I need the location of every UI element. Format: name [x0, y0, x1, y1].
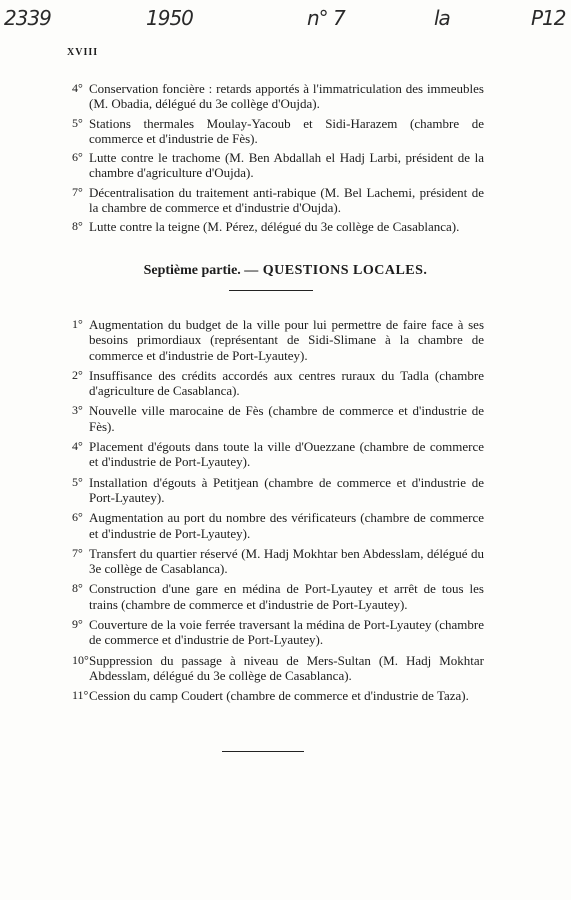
annotation-page: P12 — [531, 6, 566, 30]
item-number: 9° — [72, 617, 83, 632]
list-item — [72, 116, 484, 147]
annotation-mark: la — [434, 6, 450, 30]
item-number: 6° — [72, 510, 83, 525]
list-item — [72, 368, 484, 399]
item-number: 11° — [72, 688, 89, 703]
list-item — [72, 317, 484, 363]
item-text: Transfert du quartier réservé (M. Hadj Mokhtar ben Abdesslam, délégué du 3e collège de Casablanca). — [89, 545, 484, 577]
agenda-list-continued — [72, 81, 484, 239]
list-item — [72, 150, 484, 181]
item-text: Cession du camp Coudert (chambre de commerce et d'industrie de Taza). — [89, 688, 469, 704]
end-divider — [222, 751, 304, 752]
list-item — [72, 185, 484, 216]
annotation-issue: n° 7 — [307, 6, 345, 30]
annotation-year: 1950 — [146, 6, 193, 30]
page-number: XVIII — [67, 47, 99, 58]
item-number: 8° — [72, 581, 83, 596]
item-text: Augmentation du budget de la ville pour lui permettre de faire face à ses besoins primordiaux (représentant de Sidi-Slimane à la chambre de commerce et d'industrie de Port-Lyautey). — [89, 317, 484, 363]
item-text: Nouvelle ville marocaine de Fès (chambre de commerce et d'industrie de Fès). — [89, 403, 484, 434]
item-text: Suppression du passage à niveau de Mers-Sultan (M. Hadj Mokhtar Abdesslam, délégué du 3e collège de Casablanca). — [89, 652, 484, 683]
section-part: Septième partie. — [143, 263, 241, 278]
item-text: Placement d'égouts dans toute la ville d'Ouezzane (chambre de commerce et d'industrie de Port-Lyautey). — [89, 439, 484, 470]
item-text: Augmentation au port du nombre des vérificateurs (chambre de commerce et d'industrie de Port-Lyautey). — [89, 510, 484, 541]
list-item — [72, 81, 484, 112]
item-number: 3° — [72, 403, 83, 418]
list-item — [72, 546, 484, 577]
section-title: — QUESTIONS LOCALES. — [244, 263, 428, 278]
item-text: Conservation foncière : retards apportés à l'immatriculation des immeubles (M. Obadia, délégué du 3e collège d'Oujda). — [89, 81, 484, 112]
item-text: Stations thermales Moulay-Yacoub et Sidi-Harazem (chambre de commerce et d'industrie de Fès). — [89, 115, 484, 146]
item-number: 4° — [72, 81, 83, 95]
item-text: Construction d'une gare en médina de Port-Lyautey et arrêt de tous les trains (chambre de commerce et d'industrie de Port-Lyautey). — [89, 581, 484, 612]
item-text: Couverture de la voie ferrée traversant la médina de Port-Lyautey (chambre de commerce et d'industrie de Port-Lyautey). — [89, 617, 484, 648]
item-number: 4° — [72, 439, 83, 454]
item-number: 2° — [72, 367, 83, 382]
list-item — [72, 617, 484, 648]
list-item — [72, 475, 484, 506]
item-text: Insuffisance des crédits accordés aux centres ruraux du Tadla (chambre d'agriculture de Casablanca). — [89, 367, 484, 399]
list-item — [72, 688, 484, 703]
item-number: 7° — [72, 184, 83, 199]
item-text: Décentralisation du traitement anti-rabique (M. Bel Lachemi, président de la chambre de commerce et d'industrie d'Oujda). — [89, 184, 484, 216]
list-item — [72, 403, 484, 434]
list-item — [72, 439, 484, 470]
list-item — [72, 510, 484, 541]
item-number: 5° — [72, 474, 83, 489]
item-number: 8° — [72, 219, 83, 234]
list-item — [72, 581, 484, 612]
list-item — [72, 653, 484, 684]
item-text: Lutte contre le trachome (M. Ben Abdallah el Hadj Larbi, président de la chambre d'agriculture d'Oujda). — [89, 150, 484, 181]
section-heading — [0, 263, 571, 279]
item-number: 6° — [72, 150, 83, 165]
list-item — [72, 219, 484, 234]
item-number: 7° — [72, 545, 83, 560]
annotation-number: 2339 — [4, 6, 51, 30]
item-text: Installation d'égouts à Petitjean (chambre de commerce et d'industrie de Port-Lyautey). — [89, 474, 484, 505]
local-questions-list — [72, 317, 484, 709]
heading-divider — [229, 290, 313, 291]
item-number: 5° — [72, 115, 83, 130]
item-text: Lutte contre la teigne (M. Pérez, délégué du 3e collège de Casablanca). — [89, 219, 460, 235]
item-number: 10° — [72, 652, 89, 667]
item-number: 1° — [72, 317, 83, 331]
